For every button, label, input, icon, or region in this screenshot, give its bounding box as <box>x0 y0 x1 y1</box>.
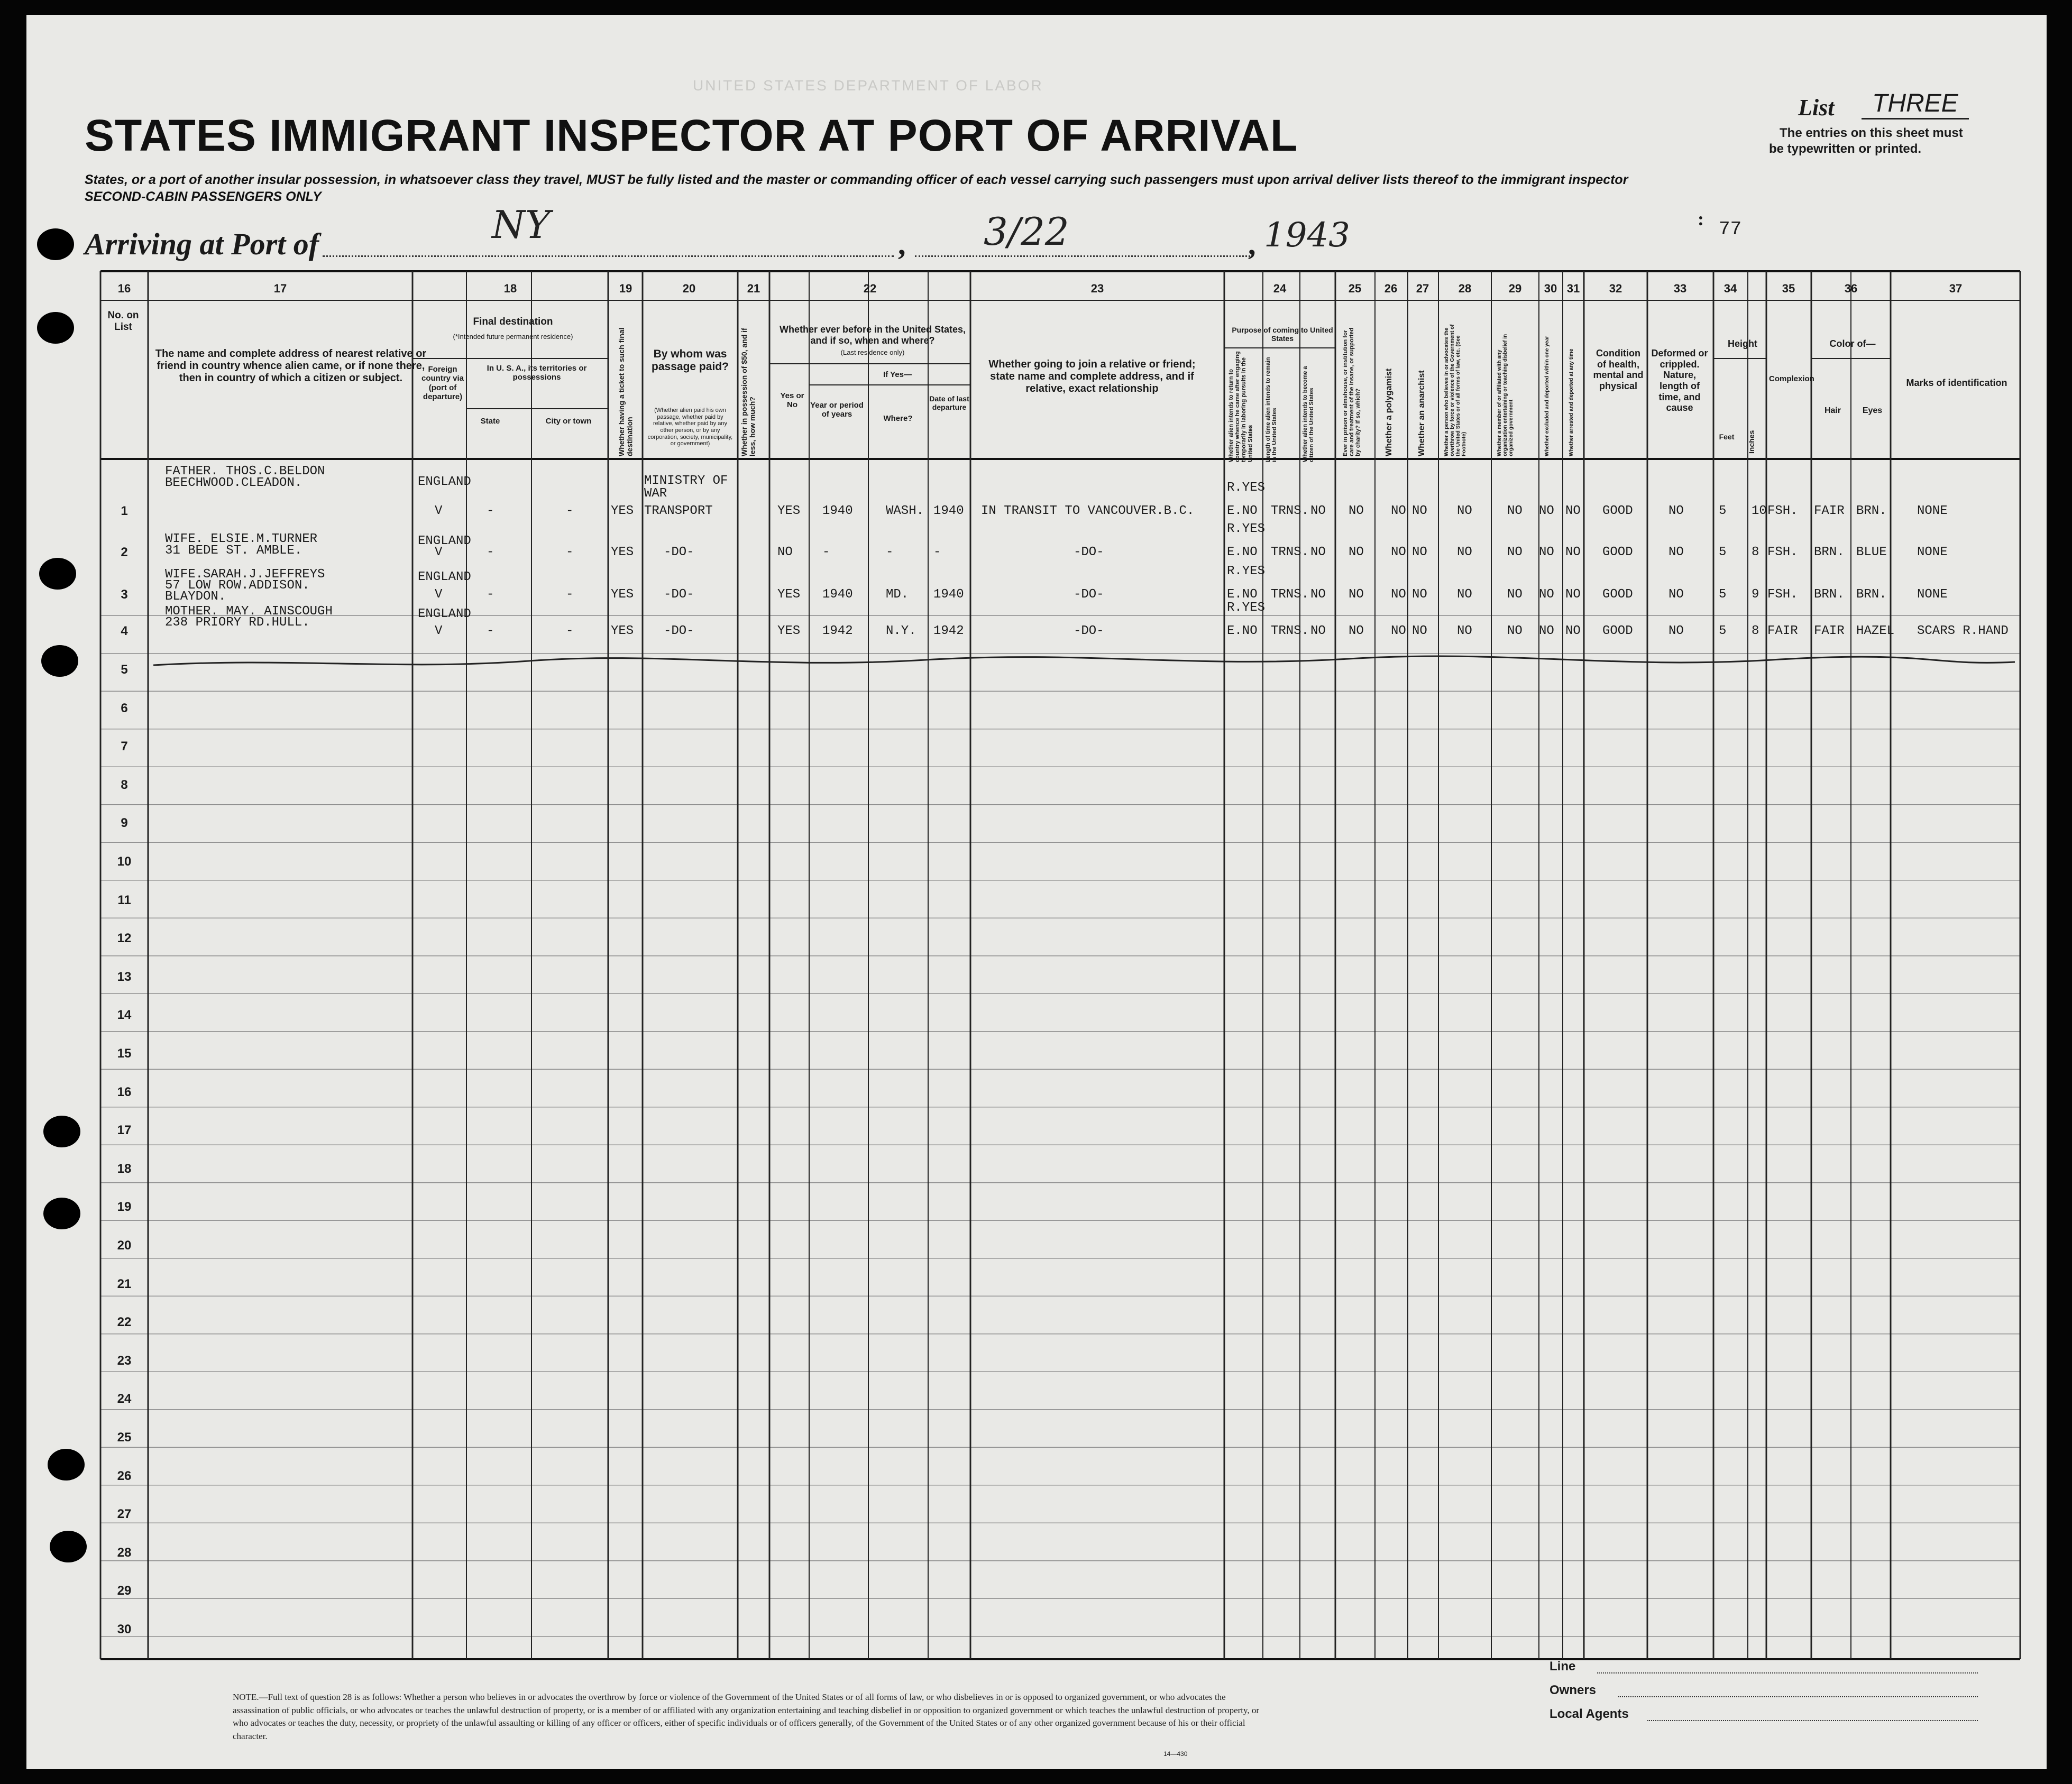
overthrow-answer: NO <box>1457 545 1472 559</box>
identification-marks: NONE <box>1917 545 1948 559</box>
row-number: 7 <box>121 739 128 754</box>
row-number: 9 <box>121 816 128 831</box>
paid-by-line2: WAR <box>644 486 667 501</box>
ticket-answer: YES <box>611 624 634 638</box>
hdr-join-relative: Whether going to join a relative or friend; state name and complete address, and if relative, exact relationship <box>988 358 1196 394</box>
paid-by: -DO- <box>664 545 694 559</box>
punch-hole <box>37 312 74 344</box>
owners-label: Owners <box>1550 1683 1597 1697</box>
row-number: 20 <box>117 1238 132 1253</box>
before-where: N.Y. <box>886 624 916 638</box>
column-number: 34 <box>1723 282 1737 295</box>
local-agents-field <box>1647 1720 1978 1721</box>
row-number: 23 <box>117 1353 132 1368</box>
deformed-answer: NO <box>1668 624 1684 638</box>
punch-hole <box>41 645 78 677</box>
row-number: 16 <box>117 1084 132 1099</box>
hdr-excluded: Whether excluded and deported within one year <box>1544 336 1550 456</box>
column-number: 17 <box>273 282 287 295</box>
hdr-eyes: Eyes <box>1862 406 1883 415</box>
owners-field <box>1618 1696 1978 1697</box>
form-instructions: States, or a port of another insular possession, in whatsoever class they travel, MUST be fully listed and the master or commanding officer of each vessel carrying such passengers must upon arrival deliver lists thereof to the immigrant inspector <box>85 172 1628 187</box>
dest-state: - <box>487 624 494 638</box>
row-number: 2 <box>121 545 128 559</box>
hdr-possession: Whether in possession of $50, and if less, how much? <box>740 328 757 456</box>
hdr-ever-before: Whether ever before in the United States, and if so, when and where? <box>779 324 966 346</box>
relative-address: BEECHWOOD.CLEADON. <box>165 476 302 490</box>
height-feet: 5 <box>1719 624 1727 638</box>
stay-length: TRNS. <box>1271 587 1309 602</box>
paid-by-line1: MINISTRY OF <box>644 474 728 488</box>
prison-answer: NO <box>1349 624 1364 638</box>
ticket-answer: YES <box>611 545 634 559</box>
relative-address: 238 PRIORY RD.HULL. <box>165 615 310 630</box>
hdr-purpose-b: Length of time alien intends to remain in the United States <box>1265 357 1278 462</box>
row-number: 21 <box>117 1276 132 1291</box>
punch-hole <box>39 558 76 590</box>
column-number: 21 <box>747 282 760 295</box>
complexion: FSH. <box>1767 504 1798 518</box>
health-condition: GOOD <box>1602 545 1633 559</box>
line-label: Line <box>1550 1659 1576 1673</box>
page-stamp: 77 <box>1719 218 1742 240</box>
purpose-return: R.YES <box>1227 481 1266 495</box>
hdr-passage-paid-sub: (Whether alien paid his own passage, whether paid by relative, whether paid by any other person, or by any corporation, society, municipality, or government) <box>647 407 733 447</box>
hdr-nearest-relative: The name and complete address of nearest relative or friend in country whence alien came, or if none there, then in country of which a citizen or subject. <box>155 348 427 384</box>
dest-via: V <box>435 624 443 638</box>
complexion: FAIR <box>1767 624 1798 638</box>
row-number: 17 <box>117 1123 132 1138</box>
date-handwritten: 3/22 <box>984 209 1069 254</box>
before-year: 1940 <box>822 504 853 518</box>
health-condition: GOOD <box>1602 504 1633 518</box>
ticket-answer: YES <box>611 587 634 602</box>
row-number: 13 <box>117 969 132 984</box>
arrested-answer: NO <box>1565 504 1581 518</box>
hdr-final-destination: Final destination <box>473 316 553 327</box>
polygamist-answer: NO <box>1391 587 1406 602</box>
dest-country: ENGLAND <box>418 607 471 621</box>
footnote-q28: NOTE.—Full text of question 28 is as follows: Whether a person who believes in or advocates the overthrow by force or violence of the Government of the United States or of all forms of law, or who disbelieves in or is opposed to organized government, or who advocates the assassination of public officials, or who advocates or teaches the unlawful destruction of property, or is a member of or affiliated with any organization entertaining and teaching disbelief in or opposition to organized government or which teaches the unlawful destruction of property, or who advocates or teaches the duty, necessity, or propriety of the unlawful assaulting or killing of any officer or officers, either of specific individuals or of officers generally, of the Government of the United States or of any other organized government because of his or their official character. <box>233 1692 1260 1741</box>
column-number: 20 <box>682 282 696 295</box>
ghost-heading: UNITED STATES DEPARTMENT OF LABOR <box>693 77 1043 94</box>
column-number: 18 <box>503 282 517 295</box>
row-number: 18 <box>117 1161 132 1176</box>
height-feet: 5 <box>1719 587 1727 602</box>
relative-name: WIFE.SARAH.J.JEFFREYS <box>165 567 325 582</box>
dest-via: V <box>435 587 443 602</box>
purpose-engage: E.NO <box>1227 545 1258 559</box>
arrested-answer: NO <box>1565 624 1581 638</box>
row-number: 14 <box>117 1008 132 1023</box>
hdr-complexion: Complexion <box>1769 374 1814 383</box>
punch-hole <box>43 1198 80 1229</box>
height-inches: 8 <box>1752 545 1759 559</box>
prison-answer: NO <box>1349 587 1364 602</box>
dest-state: - <box>487 504 494 518</box>
form-number: 14—430 <box>1163 1750 1188 1758</box>
excluded-answer: NO <box>1539 587 1554 602</box>
row-number: 6 <box>121 701 128 715</box>
dest-city: - <box>566 624 574 638</box>
anarchist-answer: NO <box>1412 504 1427 518</box>
column-number: 35 <box>1782 282 1795 295</box>
stay-length: TRNS. <box>1271 504 1309 518</box>
before-date: 1940 <box>933 504 964 518</box>
before-where: - <box>886 545 894 559</box>
end-of-list-line <box>26 15 2047 1769</box>
hdr-color-of: Color of— <box>1829 338 1876 349</box>
health-condition: GOOD <box>1602 587 1633 602</box>
hdr-last-residence: (Last residence only) <box>840 348 905 356</box>
year-handwritten: 1943 <box>1264 216 1350 255</box>
before-in-us: YES <box>777 504 801 518</box>
identification-marks: SCARS R.HAND <box>1917 624 2009 638</box>
hdr-passage-paid: By whom was passage paid? <box>652 348 729 373</box>
paid-by: -DO- <box>664 587 694 602</box>
paid-by: -DO- <box>664 624 694 638</box>
height-inches: 10 <box>1752 504 1767 518</box>
arriving-label: Arriving at Port of <box>85 227 319 261</box>
hair-color: BRN. <box>1814 587 1845 602</box>
row-number: 10 <box>117 854 132 869</box>
dest-country: ENGLAND <box>418 534 471 548</box>
column-number: 33 <box>1673 282 1687 295</box>
comma-1: , <box>898 227 906 261</box>
overthrow-answer: NO <box>1457 624 1472 638</box>
row-number: 24 <box>117 1392 132 1406</box>
hdr-marks: Marks of identification <box>1906 378 2007 388</box>
manifest-sheet <box>26 15 2047 1769</box>
hair-color: BRN. <box>1814 545 1845 559</box>
row-number: 4 <box>121 624 128 638</box>
local-agents-label: Local Agents <box>1550 1707 1629 1721</box>
eye-color: BRN. <box>1856 504 1887 518</box>
hdr-polygamist: Whether a polygamist <box>1385 368 1393 456</box>
purpose-engage: E.NO <box>1227 624 1258 638</box>
line-field <box>1597 1672 1978 1673</box>
column-number: 31 <box>1566 282 1580 295</box>
hdr-feet: Feet <box>1719 433 1735 441</box>
form-title: STATES IMMIGRANT INSPECTOR AT PORT OF ARRIVAL <box>85 111 1298 160</box>
hdr-state: State <box>480 417 500 426</box>
organization-answer: NO <box>1507 624 1523 638</box>
column-number: 36 <box>1844 282 1858 295</box>
hdr-in-usa: In U. S. A., its territories or possessions <box>487 364 587 382</box>
deformed-answer: NO <box>1668 504 1684 518</box>
overthrow-answer: NO <box>1457 504 1472 518</box>
complexion: FSH. <box>1767 545 1798 559</box>
hdr-purpose-c: Whether alien intends to become a citizen of the United States <box>1302 366 1315 462</box>
join-relative: -DO- <box>1074 624 1104 638</box>
relative-name: MOTHER. MAY. AINSCOUGH <box>165 604 333 619</box>
prison-answer: NO <box>1349 504 1364 518</box>
colon-mark: : <box>1698 208 1704 229</box>
join-relative: -DO- <box>1074 545 1104 559</box>
identification-marks: NONE <box>1917 504 1948 518</box>
dest-city: - <box>566 587 574 602</box>
arrested-answer: NO <box>1565 545 1581 559</box>
typewritten-note-2: be typewritten or printed. <box>1769 142 1922 156</box>
citizen-intent: NO <box>1310 545 1326 559</box>
hdr-arrested: Whether arrested and deported at any time <box>1569 348 1574 456</box>
relative-address: 57 LOW ROW.ADDISON. <box>165 578 310 593</box>
column-number: 37 <box>1949 282 1963 295</box>
deformed-answer: NO <box>1668 587 1684 602</box>
punch-hole <box>43 1116 80 1147</box>
hair-color: FAIR <box>1814 504 1845 518</box>
dest-state: - <box>487 587 494 602</box>
punch-hole <box>48 1449 85 1480</box>
row-number: 19 <box>117 1200 132 1215</box>
row-number: 22 <box>117 1315 132 1330</box>
row-number: 28 <box>117 1545 132 1560</box>
hdr-condition: Condition of health, mental and physical <box>1593 348 1644 392</box>
paid-by-line3: TRANSPORT <box>644 504 713 518</box>
list-label: List <box>1798 95 1835 121</box>
excluded-answer: NO <box>1539 504 1554 518</box>
overthrow-answer: NO <box>1457 587 1472 602</box>
complexion: FSH. <box>1767 587 1798 602</box>
polygamist-answer: NO <box>1391 624 1406 638</box>
relative-name: WIFE. ELSIE.M.TURNER <box>165 532 318 546</box>
row-number: 5 <box>121 663 128 677</box>
hair-color: FAIR <box>1814 624 1845 638</box>
hdr-foreign-country: Foreign country via (port of departure) <box>421 365 464 401</box>
column-number: 26 <box>1384 282 1398 295</box>
typewritten-note-1: The entries on this sheet must <box>1780 126 1963 140</box>
relative-address: 31 BEDE ST. AMBLE. <box>165 544 302 558</box>
hdr-prison: Ever in prison or almshouse, or institution for care and treatment of the insane, or supported by charity? If so, which? <box>1342 327 1362 456</box>
before-in-us: YES <box>777 587 801 602</box>
row-number: 11 <box>117 893 131 907</box>
hdr-if-yes: If Yes— <box>883 370 912 379</box>
row-number: 26 <box>117 1468 132 1483</box>
before-year: 1940 <box>822 587 853 602</box>
eye-color: BRN. <box>1856 587 1887 602</box>
eye-color: BLUE <box>1856 545 1887 559</box>
list-value: THREE <box>1862 89 1969 119</box>
height-inches: 9 <box>1752 587 1759 602</box>
column-number: 19 <box>619 282 632 295</box>
hdr-year-period: Year or period of years <box>810 401 864 419</box>
hdr-city: City or town <box>545 417 592 426</box>
hdr-ticket: Whether having a ticket to such final destination <box>617 327 634 456</box>
hdr-organization: Whether a member of or affiliated with any organization entertaining or teaching disbelief in organized government <box>1497 334 1514 456</box>
hdr-no-on-list: No. on List <box>107 310 139 333</box>
hdr-anarchist: Whether an anarchist <box>1417 370 1426 456</box>
dest-state: - <box>487 545 494 559</box>
hdr-purpose-a: Whether alien intends to return to country whence he came after engaging temporarily in laboring pursuits in the United States <box>1228 351 1254 462</box>
organization-answer: NO <box>1507 504 1523 518</box>
relative-name: FATHER. THOS.C.BELDON <box>165 464 325 479</box>
before-where: MD. <box>886 587 909 602</box>
before-where: WASH. <box>886 504 924 518</box>
hdr-date-departure: Date of last departure <box>929 394 969 412</box>
stay-length: TRNS. <box>1271 545 1309 559</box>
health-condition: GOOD <box>1602 624 1633 638</box>
identification-marks: NONE <box>1917 587 1948 602</box>
eye-color: HAZEL <box>1856 624 1895 638</box>
row-number: 25 <box>117 1430 132 1445</box>
purpose-engage: E.NO <box>1227 587 1258 602</box>
height-inches: 8 <box>1752 624 1759 638</box>
hdr-overthrow: Whether a person who believes in or advocates the overthrow by force or violence of the Government of the United States or of all forms of law, etc. (See Footnote) <box>1444 324 1467 456</box>
punch-hole <box>50 1531 87 1562</box>
port-handwritten: NY <box>492 203 551 247</box>
row-number: 8 <box>121 777 128 792</box>
dest-country: ENGLAND <box>418 475 471 489</box>
before-date: 1940 <box>933 587 964 602</box>
before-year: - <box>822 545 830 559</box>
arrested-answer: NO <box>1565 587 1581 602</box>
form-class: SECOND-CABIN PASSENGERS ONLY <box>85 189 322 204</box>
hdr-height: Height <box>1728 338 1757 349</box>
excluded-answer: NO <box>1539 545 1554 559</box>
column-number: 30 <box>1544 282 1557 295</box>
before-date: - <box>933 545 941 559</box>
purpose-return: R.YES <box>1227 564 1266 578</box>
hdr-deformed: Deformed or crippled. Nature, length of time, and cause <box>1651 348 1708 413</box>
dest-via: V <box>435 545 443 559</box>
column-number: 23 <box>1090 282 1104 295</box>
citizen-intent: NO <box>1310 624 1326 638</box>
row-number: 15 <box>117 1046 132 1061</box>
stay-length: TRNS. <box>1271 624 1309 638</box>
before-in-us: YES <box>777 624 801 638</box>
anarchist-answer: NO <box>1412 624 1427 638</box>
join-relative: -DO- <box>1074 587 1104 602</box>
height-feet: 5 <box>1719 504 1727 518</box>
column-number: 28 <box>1458 282 1472 295</box>
row-number: 3 <box>121 587 128 602</box>
anarchist-answer: NO <box>1412 587 1427 602</box>
dest-city: - <box>566 504 574 518</box>
citizen-intent: NO <box>1310 587 1326 602</box>
row-number: 12 <box>117 931 132 946</box>
column-number: 27 <box>1416 282 1429 295</box>
column-number: 22 <box>863 282 877 295</box>
column-number: 16 <box>117 282 131 295</box>
row-number: 30 <box>117 1622 132 1636</box>
purpose-return: R.YES <box>1227 601 1266 615</box>
join-relative: IN TRANSIT TO VANCOUVER.B.C. <box>981 504 1195 518</box>
ticket-answer: YES <box>611 504 634 518</box>
row-number: 1 <box>121 504 128 518</box>
organization-answer: NO <box>1507 587 1523 602</box>
before-year: 1942 <box>822 624 853 638</box>
punch-hole <box>37 228 74 260</box>
row-number: 29 <box>117 1584 132 1598</box>
hdr-inches: Inches <box>1747 430 1756 454</box>
relative-address-2: BLAYDON. <box>165 590 226 604</box>
hdr-final-destination-sub: (*Intended future permanent residence) <box>453 333 573 341</box>
hdr-where: Where? <box>883 414 913 423</box>
purpose-engage: E.NO <box>1227 504 1258 518</box>
excluded-answer: NO <box>1539 624 1554 638</box>
dest-city: - <box>566 545 574 559</box>
hdr-hair: Hair <box>1824 406 1841 415</box>
before-in-us: NO <box>777 545 793 559</box>
citizen-intent: NO <box>1310 504 1326 518</box>
height-feet: 5 <box>1719 545 1727 559</box>
comma-2: , <box>1248 227 1256 261</box>
column-number: 24 <box>1273 282 1287 295</box>
deformed-answer: NO <box>1668 545 1684 559</box>
hdr-yes-no: Yes or No <box>780 391 804 410</box>
dest-via: V <box>435 504 443 518</box>
purpose-return: R.YES <box>1227 522 1266 536</box>
organization-answer: NO <box>1507 545 1523 559</box>
polygamist-answer: NO <box>1391 504 1406 518</box>
dest-country: ENGLAND <box>418 570 471 584</box>
column-number: 25 <box>1348 282 1362 295</box>
before-date: 1942 <box>933 624 964 638</box>
hdr-purpose: Purpose of coming to United States <box>1232 326 1333 343</box>
anarchist-answer: NO <box>1412 545 1427 559</box>
prison-answer: NO <box>1349 545 1364 559</box>
column-number: 29 <box>1508 282 1522 295</box>
polygamist-answer: NO <box>1391 545 1406 559</box>
row-number: 27 <box>117 1507 132 1522</box>
column-number: 32 <box>1609 282 1622 295</box>
